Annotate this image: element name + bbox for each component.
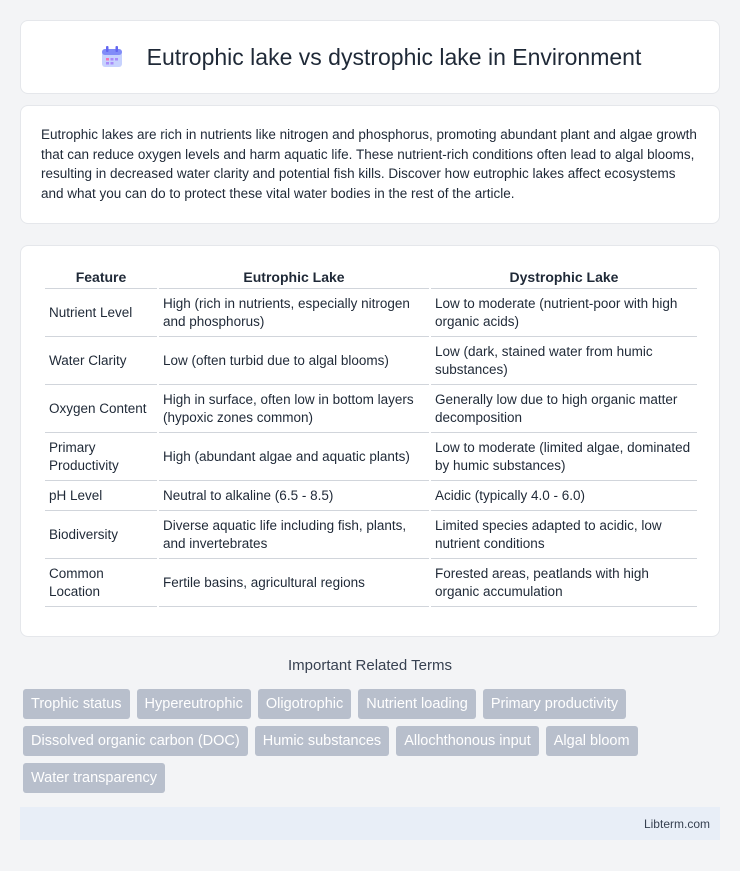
term-tag[interactable]: Allochthonous input	[396, 726, 539, 756]
table-row	[45, 559, 697, 607]
eutrophic-cell: Diverse aquatic life including fish, plants, and invertebrates	[159, 511, 429, 559]
header-eutrophic: Eutrophic Lake	[159, 263, 429, 289]
eutrophic-cell: High in surface, often low in bottom layers (hypoxic zones common)	[159, 385, 429, 433]
term-tag[interactable]: Water transparency	[23, 763, 165, 793]
related-terms-title: Important Related Terms	[288, 657, 452, 674]
feature-cell: Biodiversity	[45, 511, 157, 559]
term-tag[interactable]: Algal bloom	[546, 726, 638, 756]
feature-cell: Common Location	[45, 559, 157, 607]
feature-cell: Primary Productivity	[45, 433, 157, 481]
header-feature: Feature	[45, 263, 157, 289]
dystrophic-cell: Generally low due to high organic matter decomposition	[431, 385, 697, 433]
table-row	[45, 511, 697, 559]
table-row	[45, 337, 697, 385]
dystrophic-cell: Acidic (typically 4.0 - 6.0)	[431, 481, 697, 511]
eutrophic-cell: Fertile basins, agricultural regions	[159, 559, 429, 607]
footer-site-link[interactable]: Libterm.com	[643, 816, 710, 831]
feature-cell: Water Clarity	[45, 337, 157, 385]
table-header-row	[45, 263, 697, 289]
header-dystrophic: Dystrophic Lake	[431, 263, 697, 289]
term-tag[interactable]: Oligotrophic	[258, 689, 351, 719]
table-row	[45, 289, 697, 337]
eutrophic-cell: High (abundant algae and aquatic plants)	[159, 433, 429, 481]
dystrophic-cell: Low (dark, stained water from humic substances)	[431, 337, 697, 385]
term-tag[interactable]: Trophic status	[23, 689, 130, 719]
eutrophic-cell: High (rich in nutrients, especially nitrogen and phosphorus)	[159, 289, 429, 337]
term-tag[interactable]: Nutrient loading	[358, 689, 476, 719]
feature-cell: pH Level	[45, 481, 157, 511]
comparison-card	[20, 245, 720, 637]
table-row	[45, 385, 697, 433]
comparison-table	[43, 263, 699, 607]
dystrophic-cell: Forested areas, peatlands with high organic accumulation	[431, 559, 697, 607]
feature-cell: Nutrient Level	[45, 289, 157, 337]
feature-cell: Oxygen Content	[45, 385, 157, 433]
page-title: Eutrophic lake vs dystrophic lake in Environment	[146, 43, 642, 70]
term-tag[interactable]: Dissolved organic carbon (DOC)	[23, 726, 248, 756]
footer	[20, 807, 720, 840]
related-terms-list	[23, 689, 723, 793]
term-tag[interactable]: Humic substances	[255, 726, 389, 756]
term-tag[interactable]: Hypereutrophic	[137, 689, 251, 719]
intro-card	[20, 105, 720, 224]
dystrophic-cell: Low to moderate (nutrient-poor with high organic acids)	[431, 289, 697, 337]
intro-text: Eutrophic lakes are rich in nutrients like nitrogen and phosphorus, promoting abundant plant and algae growth that can reduce oxygen levels and harm aquatic life. These nutrient-rich conditions often lead to algal blooms, resulting in decreased water clarity and potential fish kills. Discover how eutrophic lakes affect ecosystems and what you can do to protect these vital water bodies in the rest of the article.	[41, 127, 697, 201]
calendar-icon	[99, 44, 125, 70]
table-row	[45, 481, 697, 511]
eutrophic-cell: Neutral to alkaline (6.5 - 8.5)	[159, 481, 429, 511]
term-tag[interactable]: Primary productivity	[483, 689, 626, 719]
eutrophic-cell: Low (often turbid due to algal blooms)	[159, 337, 429, 385]
dystrophic-cell: Limited species adapted to acidic, low nutrient conditions	[431, 511, 697, 559]
table-row	[45, 433, 697, 481]
dystrophic-cell: Low to moderate (limited algae, dominated by humic substances)	[431, 433, 697, 481]
header-card	[20, 20, 720, 94]
